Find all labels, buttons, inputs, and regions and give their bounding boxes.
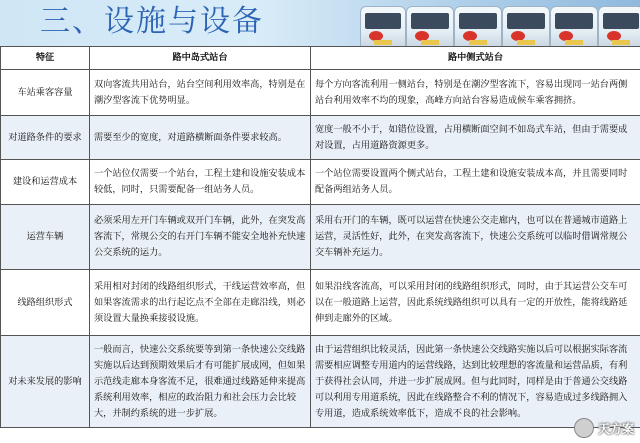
feature-cell: 车站乘客容量 — [1, 70, 90, 116]
feature-cell: 线路组织形式 — [1, 270, 90, 336]
table-row — [1, 116, 640, 160]
feature-cell: 对未来发展的影响 — [1, 336, 90, 428]
side-cell: 每个方向客流利用一侧站台，特别是在潮汐型客流下，容易出现同一站台两侧站台利用效率不均的现象，高峰方向站台容易造成候车乘客拥挤。 — [311, 70, 640, 116]
table-row — [1, 160, 640, 205]
bus-image — [550, 6, 598, 46]
header-side-platform: 路中侧式站台 — [311, 47, 640, 70]
feature-cell: 对道路条件的要求 — [1, 116, 90, 160]
island-cell: 必须采用左开门车辆或双开门车辆，此外，在突发高客流下，常规公交的右开门车辆不能安全地补充快速公交系统的运力。 — [90, 205, 311, 270]
island-cell: 一般而言，快速公交系统要等到第一条快速公交线路实施以后达到预期效果后才有可能扩展成网，但如果示范线走廊本身客流不足，很难通过线路延伸来提高系统利用效率，相应的政治阻力和社会压力会比较大，并制约系统的进一步扩展。 — [90, 336, 311, 428]
side-cell: 一个站位需要设置两个侧式站台，工程土建和设施安装成本高，并且需要同时配备两组站务人员。 — [311, 160, 640, 205]
table-row — [1, 336, 640, 428]
island-cell: 需要至少的宽度，对道路横断面条件要求较高。 — [90, 116, 311, 160]
slide-title: 三、设施与设备 — [40, 4, 264, 39]
header-island-platform: 路中岛式站台 — [90, 47, 311, 70]
watermark — [524, 417, 634, 439]
table-row — [1, 70, 640, 116]
bus-image — [454, 6, 502, 46]
bus-image — [598, 6, 640, 46]
comparison-table — [0, 46, 640, 428]
side-cell: 采用右开门的车辆，既可以运营在快速公交走廊内，也可以在普通城市道路上运营，灵活性好，此外，在突发高客流下，快速公交系统可以临时借调常规公交车辆补充运力。 — [311, 205, 640, 270]
bus-image — [502, 6, 550, 46]
island-cell: 一个站位仅需要一个站台，工程土建和设施安装成本较低，同时，只需要配备一组站务人员。 — [90, 160, 311, 205]
side-cell: 如果沿线客流高，可以采用封闭的线路组织形式，同时，由于其运营公交车可以在一般道路上运营，因此系统线路组织可以具有一定的开放性，能将线路延伸到走廊外的区域。 — [311, 270, 640, 336]
title-banner — [0, 0, 640, 46]
side-cell: 由于运营组织比较灵活，因此第一条快速公交线路实施以后可以根据实际客流需要相应调整专用道内的运营线路，达到比较理想的客流量和运营品质，有利于获得社会认同，并进一步扩展成网。但与此同时，同样是由于普通公交线路可以利用专用道系统，因此在线路整合不利的情况下，容易造成过多线路拥入专用道，造成系统效率低下，造成不良的社会影响。 — [311, 336, 640, 428]
table-row — [1, 270, 640, 336]
feature-cell: 建设和运营成本 — [1, 160, 90, 205]
watermark-text: 天方案 — [597, 421, 634, 436]
header-feature: 特征 — [1, 47, 90, 70]
bus-image — [406, 6, 454, 46]
bus-image — [360, 6, 406, 46]
table-row — [1, 205, 640, 270]
table-header-row — [1, 47, 640, 70]
watermark-logo-icon — [574, 418, 594, 438]
feature-cell: 运营车辆 — [1, 205, 90, 270]
island-cell: 双向客流共用站台，站台空间利用效率高，特别是在潮汐型客流下优势明显。 — [90, 70, 311, 116]
side-cell: 宽度一般不小于，如错位设置，占用横断面空间不如岛式车站，但由于需要成对设置，占用道路资源更多。 — [311, 116, 640, 160]
bus-photo — [360, 0, 640, 46]
island-cell: 采用相对封闭的线路组织形式，干线运营效率高，但如果客流需求的出行起讫点不全部在走廊沿线，则必须设置大量换乘接驳设施。 — [90, 270, 311, 336]
